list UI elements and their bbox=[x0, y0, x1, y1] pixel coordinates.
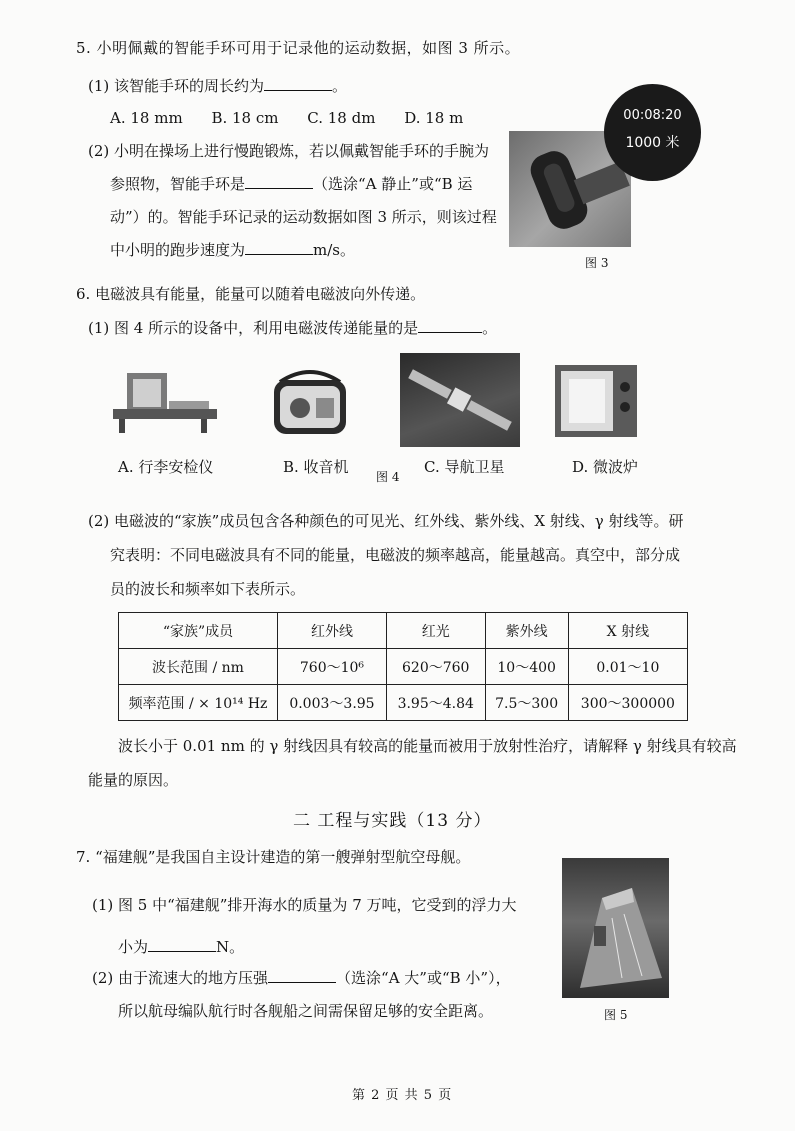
device-label-d: D. 微波炉 bbox=[572, 458, 639, 476]
figure-4-caption: 图 4 bbox=[376, 470, 400, 484]
answer-blank[interactable] bbox=[148, 937, 216, 952]
table-row bbox=[119, 613, 688, 649]
band-distance: 1000 米 bbox=[625, 135, 680, 151]
table-header-cell: X 射线 bbox=[568, 613, 687, 649]
figure-5-caption: 图 5 bbox=[604, 1008, 628, 1022]
table-header-cell: 红光 bbox=[386, 613, 485, 649]
q6-part3-line1: 波长小于 0.01 nm 的 γ 射线因具有较高的能量而被用于放射性治疗，请解释 γ 射线具有较高 bbox=[118, 737, 737, 755]
table-header-cell: 红外线 bbox=[278, 613, 387, 649]
table-row-label: 波长范围 / nm bbox=[119, 649, 278, 685]
q7-stem: 7. “福建舰”是我国自主设计建造的第一艘弹射型航空母舰。 bbox=[76, 848, 471, 866]
section-title: 二 工程与实践（13 分） bbox=[293, 811, 492, 831]
security-scanner-icon bbox=[109, 365, 221, 437]
q6-part2-line1: (2) 电磁波的“家族”成员包含各种颜色的可见光、红外线、紫外线、X 射线、γ 射线等。研 bbox=[88, 512, 684, 530]
option-b: B. 18 cm bbox=[211, 109, 279, 127]
q7-part1-line2-pre: 小为 bbox=[118, 938, 149, 956]
table-cell: 10～400 bbox=[485, 649, 568, 685]
table-cell: 7.5～300 bbox=[485, 685, 568, 721]
q5-part2-line2-post: （选涂“A 静止”或“B 运 bbox=[313, 175, 473, 193]
q5-part2-line3: 动”）的。智能手环记录的运动数据如图 3 所示，则该过程 bbox=[110, 208, 497, 226]
q5-part2-line4 bbox=[110, 239, 355, 261]
option-a: A. 18 mm bbox=[110, 109, 183, 127]
q6-part3-line2: 能量的原因。 bbox=[88, 771, 179, 789]
q5-part1-text: (1) 该智能手环的周长约为 bbox=[88, 77, 265, 95]
q6-part1-end: 。 bbox=[482, 319, 498, 337]
device-microwave bbox=[553, 357, 639, 441]
table-header-cell: “家族”成员 bbox=[119, 613, 278, 649]
answer-blank[interactable] bbox=[245, 240, 313, 255]
q6-part1-text: (1) 图 4 所示的设备中，利用电磁波传递能量的是 bbox=[88, 319, 419, 337]
figure-5-photo bbox=[562, 858, 669, 998]
table-row bbox=[119, 685, 688, 721]
q5-part2-line2-pre: 参照物，智能手环是 bbox=[110, 175, 246, 193]
answer-blank[interactable] bbox=[264, 76, 332, 91]
device-radio bbox=[270, 360, 350, 438]
page-footer: 第 2 页 共 5 页 bbox=[352, 1088, 453, 1103]
q7-part2-line1-post: （选涂“A 大”或“B 小”）， bbox=[336, 969, 511, 987]
answer-blank[interactable] bbox=[245, 174, 313, 189]
table-cell: 620～760 bbox=[386, 649, 485, 685]
band-time: 00:08:20 bbox=[623, 108, 682, 123]
q7-part2-line1-pre: (2) 由于流速大的地方压强 bbox=[92, 969, 269, 987]
q6-part2-line2: 究表明：不同电磁波具有不同的能量，电磁波的频率越高，能量越高。真空中，部分成 bbox=[110, 546, 681, 564]
answer-blank[interactable] bbox=[268, 968, 336, 983]
q7-part2-line2: 所以航母编队航行时各舰船之间需保留足够的安全距离。 bbox=[118, 1002, 494, 1020]
q5-options bbox=[110, 107, 463, 129]
radio-icon bbox=[270, 360, 350, 438]
q6-part1 bbox=[88, 317, 497, 339]
option-c: C. 18 dm bbox=[307, 109, 376, 127]
q5-stem: 5. 小明佩戴的智能手环可用于记录他的运动数据，如图 3 所示。 bbox=[76, 39, 521, 57]
q7-part1-line2 bbox=[118, 936, 244, 958]
device-navigation-satellite bbox=[400, 353, 520, 447]
aircraft-carrier-icon bbox=[562, 858, 669, 998]
option-d: D. 18 m bbox=[404, 109, 464, 127]
device-security-scanner bbox=[109, 365, 221, 437]
q5-part2-line1: (2) 小明在操场上进行慢跑锻炼，若以佩戴智能手环的手腕为 bbox=[88, 142, 490, 160]
q7-part1-line1: (1) 图 5 中“福建舰”排开海水的质量为 7 万吨，它受到的浮力大 bbox=[92, 896, 517, 914]
table-cell: 0.01～10 bbox=[568, 649, 687, 685]
q7-part1-line2-post: N。 bbox=[216, 938, 245, 956]
microwave-icon bbox=[553, 357, 639, 441]
answer-blank[interactable] bbox=[418, 318, 482, 333]
table-header-cell: 紫外线 bbox=[485, 613, 568, 649]
q6-stem: 6. 电磁波具有能量，能量可以随着电磁波向外传递。 bbox=[76, 285, 426, 303]
table-cell: 760～10⁶ bbox=[278, 649, 387, 685]
device-label-c: C. 导航卫星 bbox=[424, 458, 505, 476]
q5-part2-line2 bbox=[110, 173, 472, 195]
q5-part2-line4-post: m/s。 bbox=[313, 241, 355, 259]
device-label-a: A. 行李安检仪 bbox=[118, 458, 214, 476]
figure-3-caption: 图 3 bbox=[585, 256, 609, 270]
satellite-icon bbox=[400, 353, 520, 447]
table-cell: 0.003～3.95 bbox=[278, 685, 387, 721]
table-row-label: 频率范围 / × 10¹⁴ Hz bbox=[119, 685, 278, 721]
table-cell: 3.95～4.84 bbox=[386, 685, 485, 721]
band-display-bubble bbox=[604, 84, 701, 181]
q5-part2-line4-pre: 中小明的跑步速度为 bbox=[110, 241, 246, 259]
q6-part2-line3: 员的波长和频率如下表所示。 bbox=[110, 580, 306, 598]
em-wave-table bbox=[118, 612, 688, 721]
device-label-b: B. 收音机 bbox=[283, 458, 349, 476]
q5-part1-end: 。 bbox=[332, 77, 348, 95]
table-row bbox=[119, 649, 688, 685]
q7-part2-line1 bbox=[92, 967, 511, 989]
q5-part1 bbox=[88, 75, 347, 97]
table-cell: 300～300000 bbox=[568, 685, 687, 721]
